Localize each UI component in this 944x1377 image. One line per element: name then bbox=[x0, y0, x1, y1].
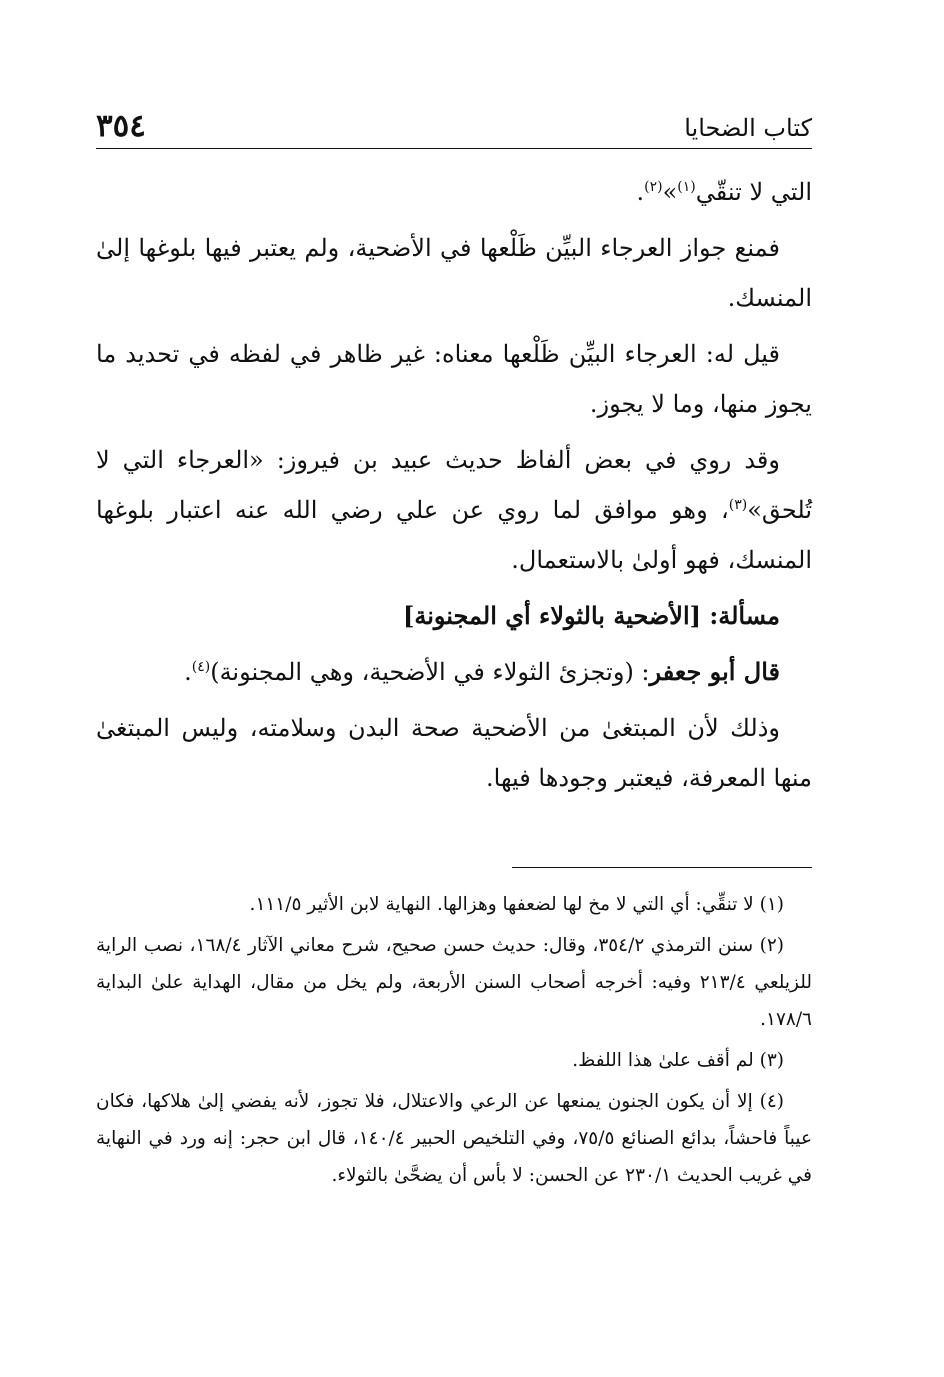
footnote-ref-1: (١) bbox=[677, 179, 696, 195]
main-text bbox=[96, 167, 812, 803]
paragraph-1 bbox=[96, 167, 812, 217]
footnote-ref-4: (٤) bbox=[191, 659, 211, 675]
text-run: : (وتجزئ الثولاء في الأضحية، وهي المجنونة) bbox=[210, 658, 650, 686]
text-run: وقد روي في بعض ألفاظ حديث عبيد بن فيروز: «العرجاء التي لا تُلحق» bbox=[96, 446, 813, 524]
paragraph-2: فمنع جواز العرجاء البيِّن ظَلْعها في الأضحية، ولم يعتبر فيها بلوغها إلىٰ المنسك. bbox=[96, 234, 812, 312]
footnote-3: (٣) لم أقف علىٰ هذا اللفظ. bbox=[572, 1050, 784, 1071]
text-run: . bbox=[636, 178, 645, 206]
paragraph-3: قيل له: العرجاء البيِّن ظَلْعها معناه: غير ظاهر في لفظه في تحديد ما يجوز منها، وما لا يجوز. bbox=[96, 340, 812, 418]
paragraph-7: وذلك لأن المبتغىٰ من الأضحية صحة البدن وسلامته، وليس المبتغىٰ منها المعرفة، فيعتبر وجودها فيها. bbox=[96, 714, 812, 792]
footnote-separator bbox=[512, 867, 812, 868]
footnotes bbox=[96, 886, 812, 1194]
speaker-name: قال أبو جعفر bbox=[649, 657, 780, 686]
footnote-ref-3: (٣) bbox=[728, 497, 748, 513]
footnote-4: (٤) إلا أن يكون الجنون يمنعها عن الرعي والاعتلال، فلا تجوز، لأنه يفضي إلىٰ هلاكها، فكان عيباً فاحشاً، بدائع الصنائع ٧٥/٥، وفي التلخيص الحبير ١٤٠/٤، قال ابن حجر: إنه ورد في النهاية في غريب الحديث ٢٣٠/١ عن الحسن: لا بأس أن يضحَّىٰ بالثولاء. bbox=[96, 1091, 813, 1186]
footnote-2: (٢) سنن الترمذي ٣٥٤/٢، وقال: حديث حسن صحيح، شرح معاني الآثار ١٦٨/٤، نصب الراية للزيلعي ٢١٣/٤ وفيه: أخرجه أصحاب السنن الأربعة، ولم يخل من مقال، الهداية علىٰ البداية ١٧٨/٦. bbox=[96, 935, 812, 1030]
footnote-1: (١) لا تنقِّي: أي التي لا مخ لها لضعفها وهزالها. النهاية لابن الأثير ١١١/٥. bbox=[249, 894, 784, 915]
book-page bbox=[96, 100, 812, 1198]
paragraph-6 bbox=[96, 647, 812, 697]
running-header bbox=[96, 100, 812, 149]
text-run: التي لا تنقّي bbox=[695, 178, 812, 206]
book-title: كتاب الضحايا bbox=[684, 114, 812, 142]
page-number: ٣٥٤ bbox=[96, 108, 146, 144]
text-run: » bbox=[662, 178, 678, 206]
footnote-ref-2: (٢) bbox=[644, 179, 663, 195]
text-run: ، وهو موافق لما روي عن علي رضي الله عنه اعتبار بلوغها المنسك، فهو أولىٰ بالاستعمال. bbox=[96, 496, 812, 574]
section-heading: مسألة: [الأضحية بالثولاء أي المجنونة] bbox=[403, 601, 780, 630]
paragraph-4 bbox=[96, 435, 812, 585]
text-run: . bbox=[184, 658, 192, 686]
